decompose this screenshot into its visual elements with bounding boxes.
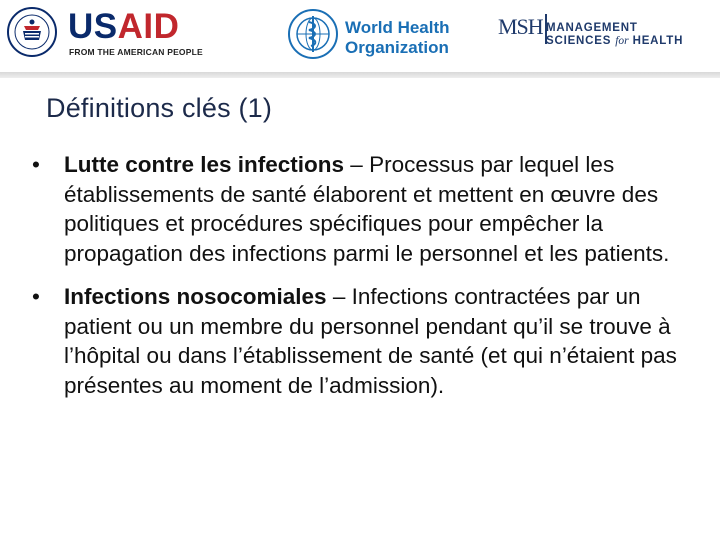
usaid-logo bbox=[6, 6, 203, 62]
msh-mark: MSH bbox=[498, 14, 547, 44]
logo-header bbox=[0, 0, 720, 72]
who-emblem-icon bbox=[287, 8, 339, 60]
bullet-mark: • bbox=[32, 152, 40, 177]
bullet-term: Infections nosocomiales bbox=[64, 284, 327, 309]
bullet-term: Lutte contre les infections bbox=[64, 152, 345, 177]
usaid-wordmark: USAID bbox=[68, 7, 180, 46]
bullet-definition: – Processus par lequel les établissements de santé élaborent et mettent en œuvre des politiques et procédures spécifiques pour empêcher la propagation des infections parmi le personnel et les patients. bbox=[64, 152, 670, 266]
usaid-seal-icon bbox=[6, 6, 58, 58]
who-logo bbox=[287, 8, 450, 64]
msh-logo bbox=[498, 10, 698, 60]
msh-name: MANAGEMENT SCIENCES for HEALTH bbox=[546, 22, 684, 47]
bullet-item bbox=[30, 282, 680, 400]
slide-content bbox=[30, 150, 680, 414]
bullet-mark: • bbox=[32, 284, 40, 309]
bullet-item bbox=[30, 150, 680, 268]
header-divider bbox=[0, 72, 720, 78]
who-name: World Health Organization bbox=[345, 18, 450, 57]
slide-title: Définitions clés (1) bbox=[46, 93, 273, 123]
bullet-definition: – Infections contractées par un patient ou un membre du personnel pendant qu’il se trouve à l’hôpital ou dans l’établissement de santé (et qui n’étaient pas présentes au moment de l’admission). bbox=[64, 284, 677, 398]
usaid-tagline: FROM THE AMERICAN PEOPLE bbox=[69, 47, 203, 57]
